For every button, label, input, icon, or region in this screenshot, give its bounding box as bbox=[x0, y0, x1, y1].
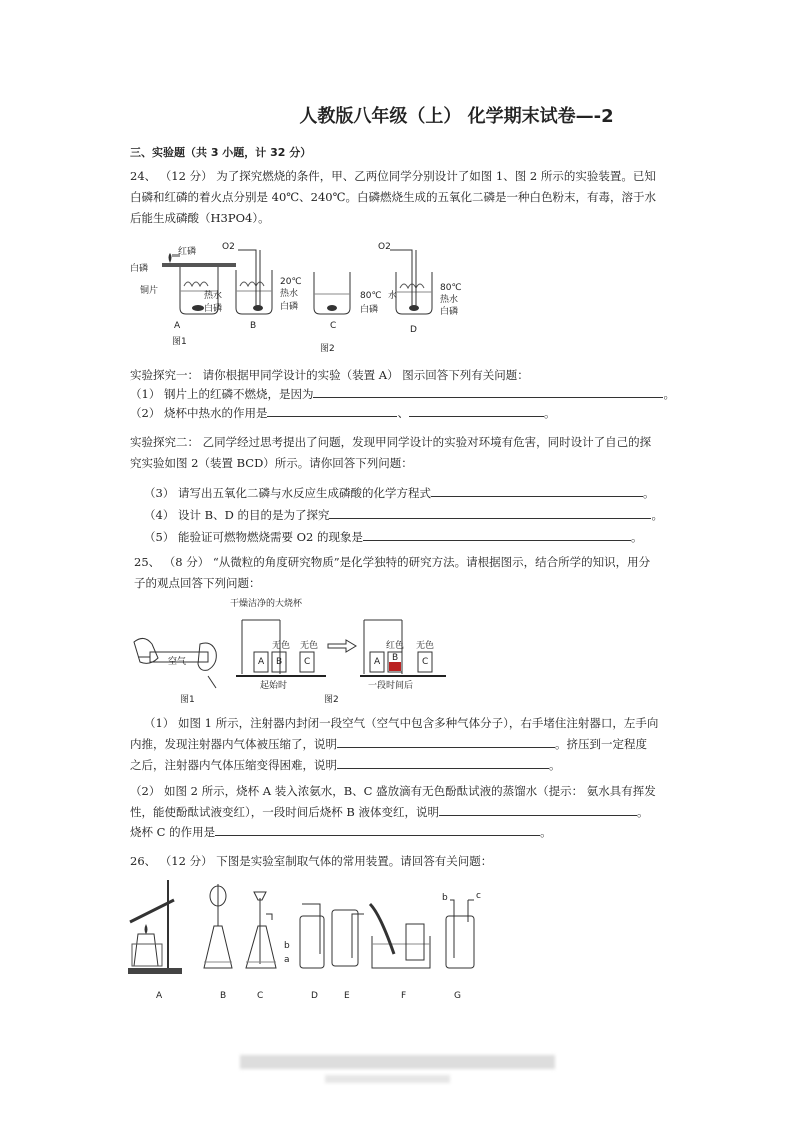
label-26-g-c: c bbox=[476, 891, 481, 901]
q24-q5 bbox=[144, 528, 643, 546]
label-white-p-b: 白磷 bbox=[280, 302, 299, 312]
apparatus-26-f bbox=[370, 904, 430, 968]
label-after-b: B bbox=[392, 653, 399, 663]
answer-blank-6[interactable] bbox=[337, 735, 555, 748]
label-o2-d: O2 bbox=[378, 242, 391, 252]
label-colorless-1: 无色 bbox=[272, 641, 291, 651]
q25-p2c-text: 烧杯 C 的作用是 bbox=[130, 825, 216, 839]
label-26-D: D bbox=[311, 991, 318, 1001]
label-26-b-letter: b bbox=[284, 941, 290, 951]
q24-q3-text: （3） 请写出五氧化二磷与水反应生成磷酸的化学方程式 bbox=[144, 486, 431, 500]
label-b: B bbox=[250, 321, 257, 331]
q24-q1 bbox=[130, 385, 675, 403]
label-hot-water-a: 热水 bbox=[204, 291, 223, 301]
answer-blank-3[interactable] bbox=[431, 484, 643, 497]
q26-figure bbox=[124, 874, 484, 1004]
blurred-footer bbox=[240, 1055, 555, 1069]
q24-explore2: 实验探究二： 乙同学经过思考提出了问题，发现甲同学设计的实验对环境有危害，同时设计了自己的探究实验如图 2（装置 BCD）所示。请你回答下列问题： bbox=[130, 435, 652, 470]
q25-p1b bbox=[130, 735, 647, 753]
period: 。 bbox=[663, 387, 675, 401]
label-start-c: C bbox=[304, 657, 311, 667]
label-after-c: C bbox=[422, 657, 429, 667]
label-26-F: F bbox=[401, 991, 407, 1001]
q24-explore1: 实验探究一： 请你根据甲同学设计的实验（装置 A） 图示回答下列有关问题： bbox=[130, 368, 529, 382]
period: 。 bbox=[642, 486, 655, 500]
label-white-p-d: 白磷 bbox=[440, 307, 459, 317]
apparatus-b bbox=[236, 250, 272, 314]
period: 。 bbox=[651, 508, 663, 522]
label-white-p-a2: 白磷 bbox=[204, 304, 223, 314]
q24-q3 bbox=[144, 484, 654, 502]
label-red: 红色 bbox=[386, 641, 405, 651]
comma: 、 bbox=[397, 406, 409, 420]
label-q25-fig2: 图2 bbox=[324, 695, 339, 705]
label-80c-c: 80℃ bbox=[360, 291, 382, 301]
label-start: 起始时 bbox=[260, 681, 288, 691]
label-start-a: A bbox=[258, 657, 265, 667]
q25-p2a: （2） 如图 2 所示，烧杯 A 装入浓氨水，B、C 盛放滴有无色酚酞试液的蒸馏水（提示： 氨水具有挥发 bbox=[130, 784, 656, 798]
q24-figure bbox=[128, 236, 468, 356]
q25-p1c-text: 。挤压到一定程度 bbox=[555, 737, 647, 751]
label-26-a-letter: a bbox=[284, 955, 290, 965]
answer-blank-1[interactable] bbox=[313, 385, 663, 398]
period: 。 bbox=[637, 805, 649, 819]
q24-q4-text: （4） 设计 B、D 的目的是为了探究 bbox=[144, 508, 330, 522]
label-26-A: A bbox=[156, 991, 163, 1001]
apparatus-26-e bbox=[332, 910, 364, 966]
answer-blank-4[interactable] bbox=[329, 506, 651, 519]
q25-p1d bbox=[130, 756, 561, 774]
q24-q2 bbox=[130, 404, 555, 422]
answer-blank-7[interactable] bbox=[337, 756, 549, 769]
apparatus-26-g bbox=[446, 900, 474, 968]
period: 。 bbox=[543, 406, 556, 420]
label-air: 空气 bbox=[168, 657, 187, 667]
q25-p1d-text: 之后，注射器内气体压缩变得困难，说明 bbox=[130, 758, 337, 772]
label-26-B: B bbox=[220, 991, 227, 1001]
q26-intro: 26、 （12 分） 下图是实验室制取气体的常用装置。请回答有关问题： bbox=[130, 854, 493, 868]
q24-q5-text: （5） 能验证可燃物燃烧需要 O2 的现象是 bbox=[144, 530, 364, 544]
label-26-E: E bbox=[344, 991, 350, 1001]
label-26-g-b: b bbox=[442, 893, 448, 903]
label-after: 一段时间后 bbox=[368, 681, 414, 691]
label-colorless-3: 无色 bbox=[416, 641, 435, 651]
q24-intro: 24、 （12 分） 为了探究燃烧的条件，甲、乙两位同学分别设计了如图 1、图 2 所示的实验装置。已知白磷和红磷的着火点分别是 40℃、240℃。白磷燃烧生成的五氧化二磷是一种白色粉末，有毒，溶于水后能生成磷酸（H3PO4）。 bbox=[130, 169, 656, 225]
label-hot-water-b: 热水 bbox=[280, 289, 299, 299]
q24-q1-text: （1） 钢片上的红磷不燃烧，是因为 bbox=[130, 387, 314, 401]
period: 。 bbox=[631, 530, 643, 544]
apparatus-26-b bbox=[204, 884, 232, 968]
label-red-p: 红磷 bbox=[178, 247, 197, 257]
q25-figure bbox=[128, 596, 458, 708]
q25-p1b-text: 内推，发现注射器内气体被压缩了，说明 bbox=[130, 737, 337, 751]
label-c: C bbox=[330, 321, 337, 331]
label-d: D bbox=[410, 325, 417, 335]
answer-blank-5[interactable] bbox=[363, 528, 631, 541]
apparatus-26-c bbox=[246, 892, 276, 968]
label-26-G: G bbox=[454, 991, 461, 1001]
label-colorless-2: 无色 bbox=[300, 641, 319, 651]
label-start-b: B bbox=[276, 657, 283, 667]
label-white-p-a: 白磷 bbox=[130, 264, 149, 274]
q25-p1a: （1） 如图 1 所示，注射器内封闭一段空气（空气中包含多种气体分子），右手堵住注射器口，左手向 bbox=[144, 716, 659, 730]
answer-blank-9[interactable] bbox=[215, 823, 540, 836]
label-big-beaker: 干燥洁净的大烧杯 bbox=[230, 599, 303, 609]
label-fig1: 图1 bbox=[172, 337, 187, 347]
apparatus-26-d bbox=[300, 904, 324, 968]
section-heading: 三、实验题（共 3 小题，计 32 分） bbox=[130, 146, 312, 159]
arrow-icon bbox=[328, 640, 356, 652]
q25-intro: 25、 （8 分） “从微粒的角度研究物质”是化学独特的研究方法。请根据图示，结合所学的知识，用分子的观点回答下列问题： bbox=[134, 555, 651, 590]
label-fig2: 图2 bbox=[320, 344, 335, 354]
label-water-c: 水 bbox=[388, 291, 398, 301]
label-after-a: A bbox=[374, 657, 381, 667]
apparatus-d bbox=[390, 250, 432, 314]
apparatus-a bbox=[162, 253, 236, 314]
page-title: 人教版八年级（上） 化学期末试卷—-2 bbox=[299, 106, 614, 127]
q24-q2-text: （2） 烧杯中热水的作用是 bbox=[130, 406, 268, 420]
period: 。 bbox=[549, 758, 561, 772]
answer-blank-2b[interactable] bbox=[409, 404, 544, 417]
label-80c-d: 80℃ bbox=[440, 283, 462, 293]
blurred-footer-2 bbox=[325, 1075, 450, 1083]
q25-p2b bbox=[130, 803, 649, 821]
label-hot-water-d: 热水 bbox=[440, 295, 459, 305]
label-o2-b: O2 bbox=[222, 242, 235, 252]
q25-p2b-text: 性，能使酚酞试液变红），一段时间后烧杯 B 液体变红，说明 bbox=[130, 805, 440, 819]
answer-blank-2a[interactable] bbox=[267, 404, 397, 417]
label-white-p-c: 白磷 bbox=[360, 305, 379, 315]
q25-p2c bbox=[130, 823, 552, 841]
q24-q4 bbox=[144, 506, 663, 524]
label-26-C: C bbox=[257, 991, 264, 1001]
answer-blank-8[interactable] bbox=[439, 803, 637, 816]
period: 。 bbox=[540, 825, 552, 839]
label-q25-fig1: 图1 bbox=[180, 695, 195, 705]
label-20c: 20℃ bbox=[280, 277, 302, 287]
apparatus-26-a bbox=[128, 880, 182, 974]
label-a: A bbox=[174, 321, 181, 331]
label-copper: 铜片 bbox=[140, 286, 159, 296]
apparatus-c bbox=[314, 272, 350, 314]
